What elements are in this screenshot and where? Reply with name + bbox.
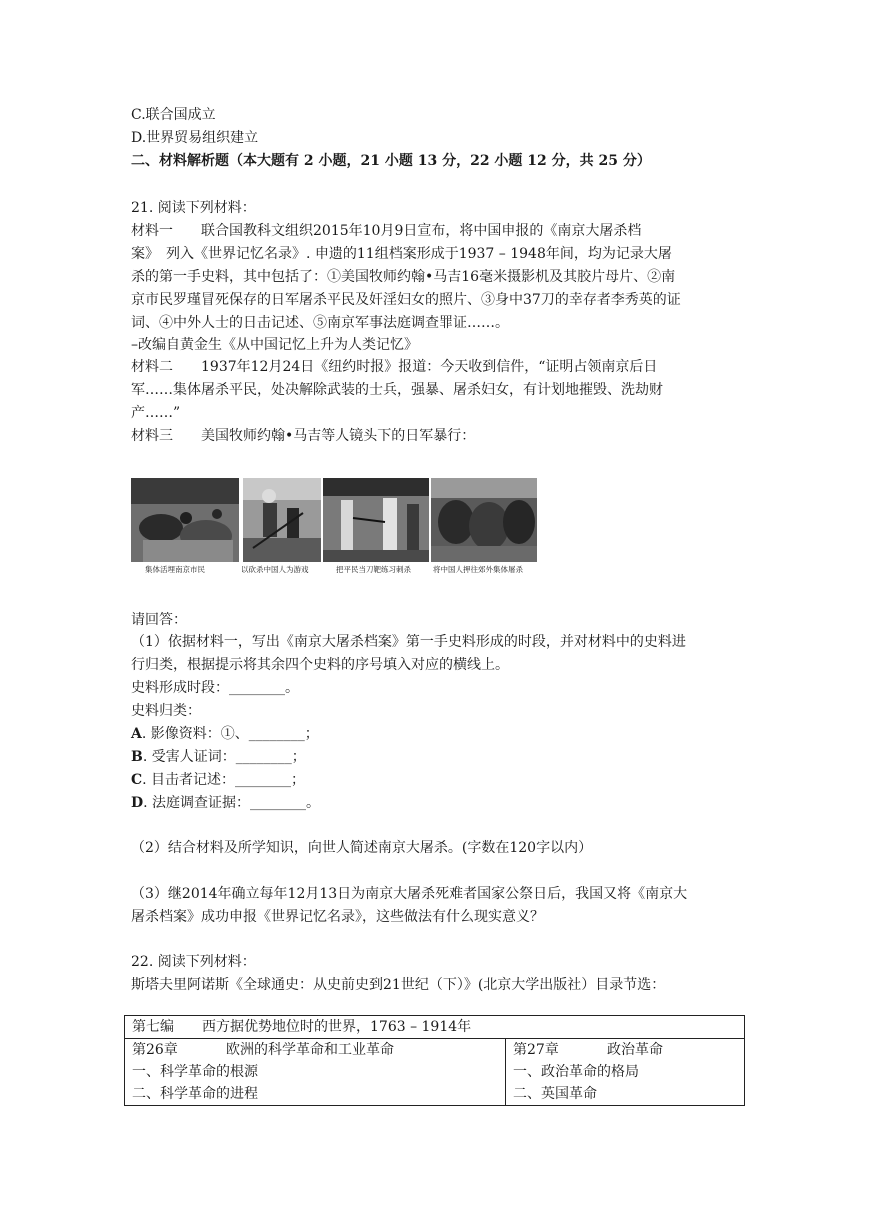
part2: （2）结合材料及所学知识，向世人简述南京大屠杀。(字数在120字以内） <box>131 840 593 856</box>
material1-line: 杀的第一手史料，其中包括了：①美国牧师约翰•马吉16毫米摄影机及其胶片母片、②南 <box>131 269 676 285</box>
atrocity-photo-4 <box>431 478 537 562</box>
photo-caption: 将中国人押往郊外集体屠杀 <box>433 565 523 574</box>
toc-part-title: 第七编 西方据优势地位时的世界，1763 – 1914年 <box>125 1016 745 1039</box>
toc-chapter-number: 第26章 <box>132 1042 178 1058</box>
toc-chapter-heading <box>513 1039 737 1061</box>
material1-line: 材料一 联合国教科文组织2015年10月9日宣布，将中国申报的《南京大屠杀档 <box>131 223 642 239</box>
section2-heading: 二、材料解析题（本大题有 2 小题，21 小题 13 分，22 小题 12 分，共 25 分） <box>131 153 651 169</box>
classify-text: . 目击者记述：________； <box>142 772 306 788</box>
material1-line: 词、④中外人士的日击记述、⑤南京军事法庭调查罪证……。 <box>131 315 509 331</box>
atrocity-photo-3 <box>323 478 429 562</box>
part1-line: （1）依据材料一，写出《南京大屠杀档案》第一手史料形成的时段，并对材料中的史料进 <box>131 634 686 650</box>
photo-caption: 以砍杀中国人为游戏 <box>241 565 309 574</box>
toc-item: 一、政治革命的格局 <box>513 1064 639 1080</box>
classify-text: . 法庭调查证据：________。 <box>143 795 321 811</box>
material2-line: 材料二 1937年12月24日《纽约时报》报道：今天收到信件，“证明占领南京后日 <box>131 359 658 375</box>
toc-chapter-number: 第27章 <box>513 1042 559 1058</box>
classify-item-a <box>131 724 319 744</box>
toc-item: 二、科学革命的进程 <box>132 1086 258 1102</box>
part1-line: 行归类，根据提示将其余四个史料的序号填入对应的横线上。 <box>131 657 509 673</box>
classify-label: 史料归类： <box>131 703 201 719</box>
toc-chapter-row <box>125 1039 745 1106</box>
toc-chapter-heading <box>132 1039 498 1061</box>
toc-table <box>124 1015 745 1106</box>
q21-intro: 21. 阅读下列材料： <box>131 200 256 216</box>
classify-text: . 受害人证词：________； <box>142 749 306 765</box>
toc-chapter-title: 欧洲的科学革命和工业革命 <box>226 1042 394 1058</box>
material1-source: –改编自黄金生《从中国记忆上升为人类记忆》 <box>131 337 418 353</box>
toc-item: 二、英国革命 <box>513 1086 597 1102</box>
part3-line: （3）继2014年确立每年12月13日为南京大屠杀死难者国家公祭日后，我国又将《南京大 <box>131 886 688 902</box>
atrocity-photo-2 <box>243 478 321 562</box>
atrocity-photo-1 <box>131 478 239 562</box>
toc-item: 一、科学革命的根源 <box>132 1064 258 1080</box>
photo-caption: 把平民当刀靶练习刺杀 <box>336 565 411 574</box>
period-blank: 史料形成时段：________。 <box>131 680 299 696</box>
classify-letter: C <box>131 772 143 788</box>
material3-line: 材料三 美国牧师约翰•马吉等人镜头下的日军暴行： <box>131 428 476 444</box>
q22-source-line: 斯塔夫里阿诺斯《全球通史：从史前史到21世纪（下）》(北京大学出版社）目录节选： <box>131 977 666 993</box>
answer-prompt: 请回答： <box>131 612 187 628</box>
toc-part-row <box>125 1016 745 1039</box>
classify-item-d <box>131 793 320 813</box>
option-c: C.联合国成立 <box>131 107 216 123</box>
classify-letter: B <box>131 749 143 765</box>
classify-text: . 影像资料：①、________； <box>141 726 319 742</box>
classify-item-c <box>131 770 305 790</box>
toc-chapter-title: 政治革命 <box>607 1042 663 1058</box>
option-d: D.世界贸易组织建立 <box>131 130 259 146</box>
toc-right-cell <box>506 1039 745 1106</box>
material2-line: 军……集体屠杀平民，处决解除武装的士兵，强暴、屠杀妇女，有计划地摧毁、洗劫财 <box>131 382 663 398</box>
material1-line: 案》 列入《世界记忆名录》. 申遗的11组档案形成于1937 – 1948年间，均为记录大屠 <box>131 246 672 262</box>
material1-line: 京市民罗瑾冒死保存的日军屠杀平民及奸淫妇女的照片、③身中37刀的幸存者李秀英的证 <box>131 292 681 308</box>
material2-line: 产……” <box>131 405 181 421</box>
classify-letter: A <box>131 726 142 742</box>
q22-intro: 22. 阅读下列材料： <box>131 954 256 970</box>
classify-item-b <box>131 747 306 767</box>
toc-left-cell <box>125 1039 506 1106</box>
classify-letter: D <box>131 795 144 811</box>
atrocity-photo-strip <box>131 478 537 578</box>
photo-caption: 集体活埋南京市民 <box>145 565 205 574</box>
part3-line: 屠杀档案》成功申报《世界记忆名录》，这些做法有什么现实意义？ <box>131 909 544 925</box>
